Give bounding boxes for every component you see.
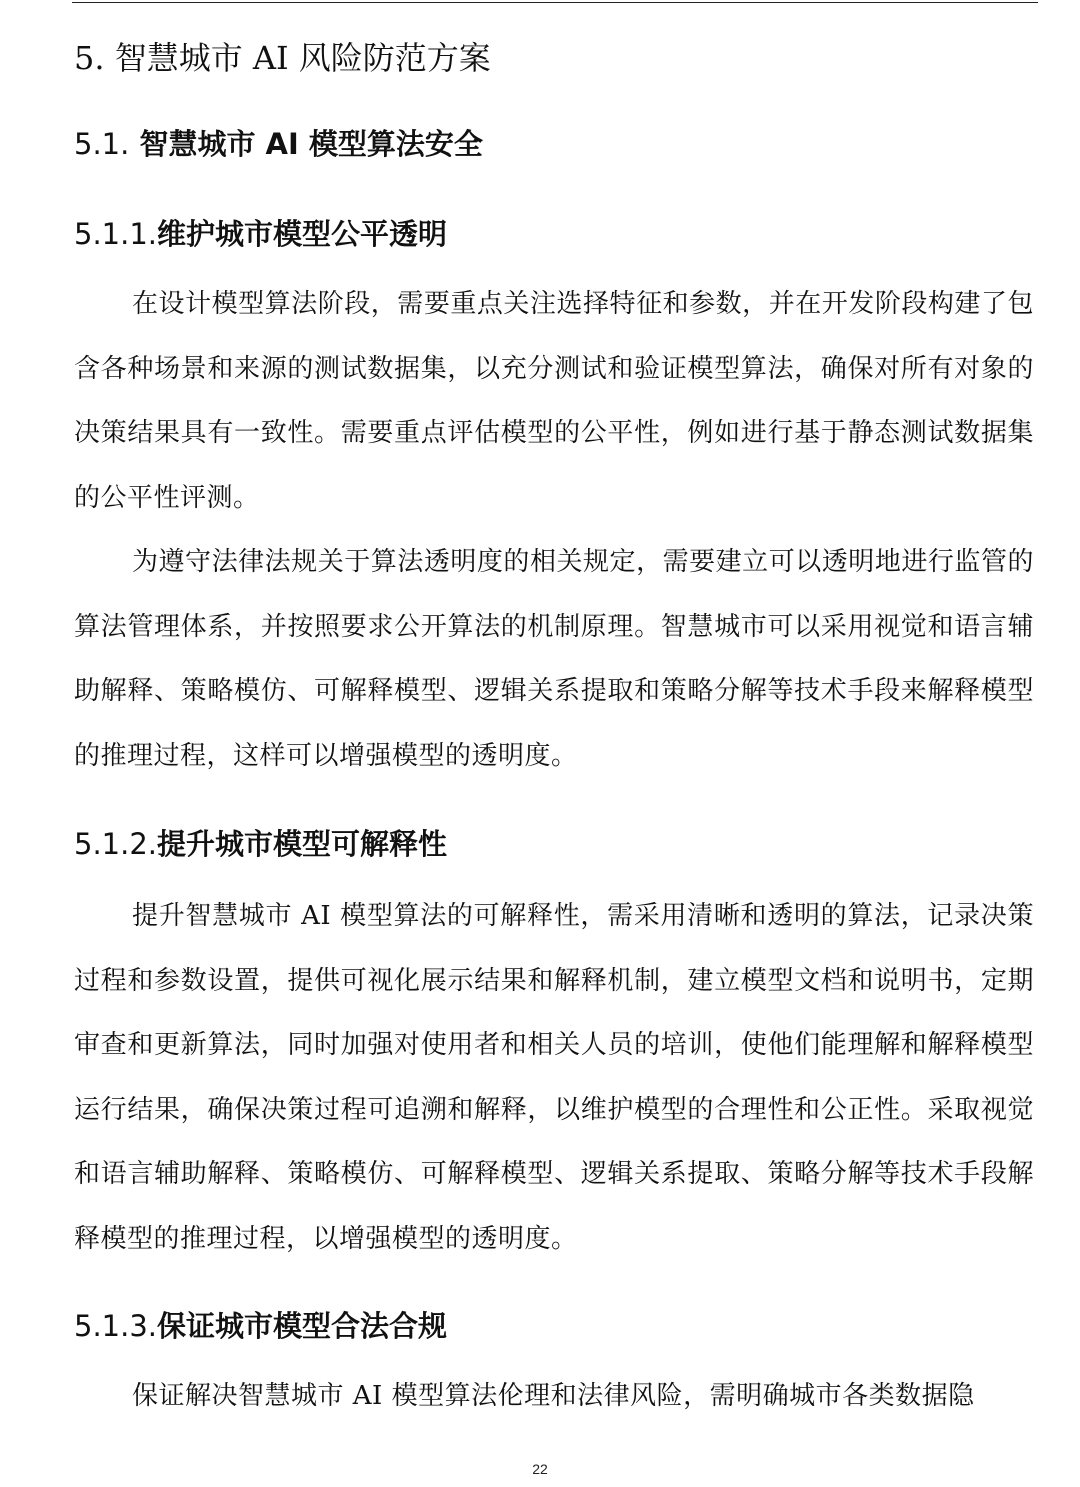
subsection-title: 智慧城市 AI 模型算法安全 [139, 127, 483, 161]
subsection-number: 5.1. [74, 127, 130, 161]
paragraph: 提升智慧城市 AI 模型算法的可解释性，需采用清晰和透明的算法，记录决策过程和参数设置，提供可视化展示结果和解释机制，建立模型文档和说明书，定期审查和更新算法，同时加强对使用者和相关人员的培训，使他们能理解和解释模型运行结果，确保决策过程可追溯和解释，以维护模型的合理性和公正性。采取视觉和语言辅助解释、策略模仿、可解释模型、逻辑关系提取、策略分解等技术手段解释模型的推理过程，以增强模型的透明度。 [74, 901, 1034, 1254]
section-heading [74, 36, 491, 80]
paragraph: 在设计模型算法阶段，需要重点关注选择特征和参数，并在开发阶段构建了包含各种场景和来源的测试数据集，以充分测试和验证模型算法，确保对所有对象的决策结果具有一致性。需要重点评估模型的公平性，例如进行基于静态测试数据集的公平性评测。 [74, 289, 1034, 513]
paragraph: 为遵守法律法规关于算法透明度的相关规定，需要建立可以透明地进行监管的算法管理体系，并按照要求公开算法的机制原理。智慧城市可以采用视觉和语言辅助解释、策略模仿、可解释模型、逻辑关系提取和策略分解等技术手段来解释模型的推理过程，这样可以增强模型的透明度。 [74, 547, 1034, 771]
subsection-heading [74, 124, 483, 164]
section-number: 5. [74, 39, 105, 77]
page-number: 22 [532, 1461, 548, 1477]
subsubsection-number: 5.1.2. [74, 827, 158, 861]
subsubsection-heading-5-1-2 [74, 824, 447, 864]
subsubsection-title: 保证城市模型合法合规 [157, 1309, 448, 1343]
section-title: 智慧城市 AI 风险防范方案 [114, 39, 491, 77]
subsubsection-number: 5.1.3. [74, 1309, 158, 1343]
subsubsection-title: 维护城市模型公平透明 [157, 217, 448, 251]
subsubsection-title: 提升城市模型可解释性 [157, 827, 448, 861]
paragraph: 保证解决智慧城市 AI 模型算法伦理和法律风险，需明确城市各类数据隐 [132, 1381, 975, 1411]
subsubsection-heading-5-1-1 [74, 214, 447, 254]
header-rule [72, 2, 1038, 3]
subsubsection-heading-5-1-3 [74, 1306, 447, 1346]
subsubsection-number: 5.1.1. [74, 217, 158, 251]
